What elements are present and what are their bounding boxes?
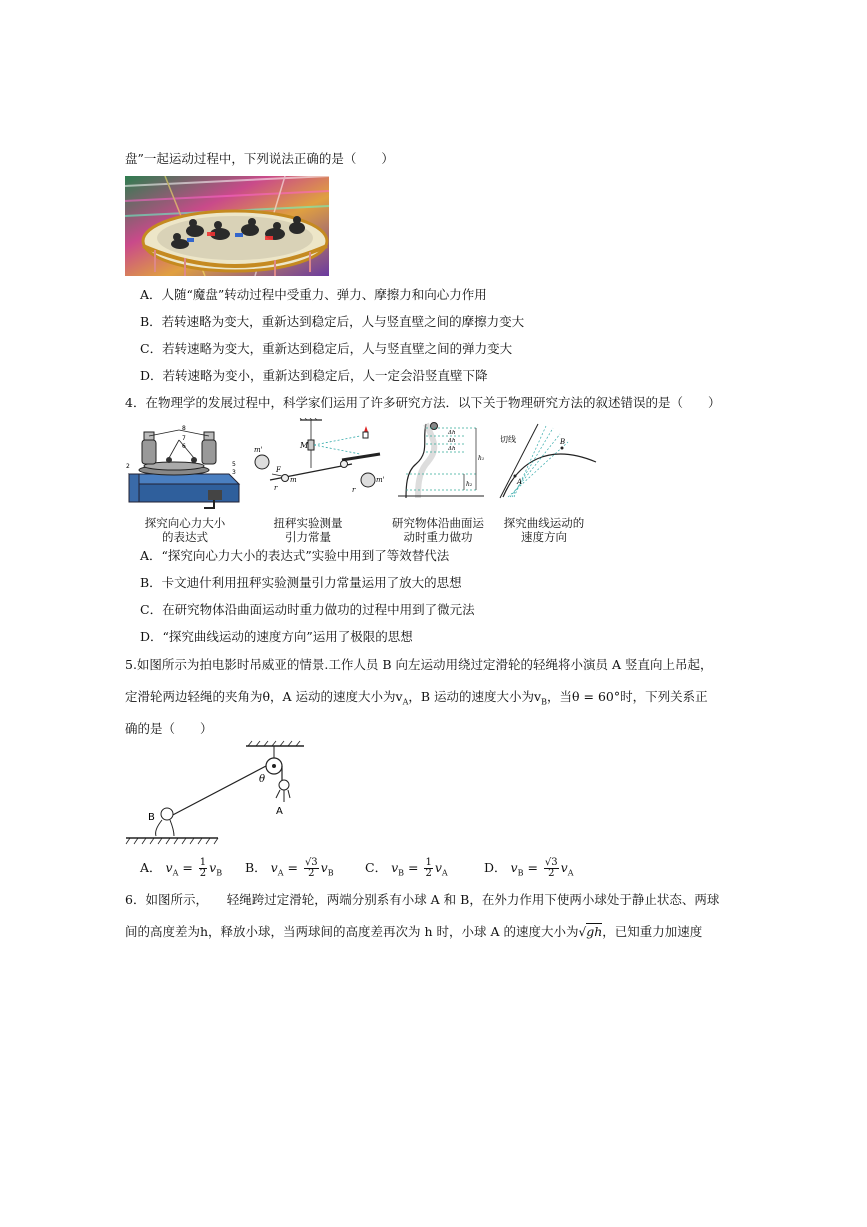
q5-option-d-sub2: A	[567, 868, 574, 878]
torsion-balance-figure	[252, 418, 384, 498]
q5-stem-line-2	[125, 689, 708, 711]
caption-2-line-2: 引力常量	[285, 530, 331, 544]
q5-option-d-sub: B	[517, 868, 524, 878]
q3-option-d: D．若转速略为变小，重新达到稳定后，人一定会沿竖直壁下降	[140, 368, 488, 383]
q5-option-d-den: 2	[548, 868, 555, 879]
label-h2: h₂	[466, 481, 473, 488]
caption-3-line-2: 动时重力做功	[403, 530, 473, 544]
label-m-big: M	[300, 441, 309, 450]
caption-2	[258, 516, 358, 544]
q5-option-b-sub2: B	[327, 868, 334, 878]
caption-4-line-1: 探究曲线运动的	[503, 516, 585, 530]
label-h1: h₁	[478, 455, 485, 462]
q5-option-a-v2: v	[209, 860, 217, 875]
q5-option-a-label: A．	[140, 860, 162, 875]
magic-disc-photo	[125, 176, 329, 276]
q5-option-b-label: B．	[245, 860, 267, 875]
q5-option-b-v: v	[270, 860, 278, 875]
svg-text:3: 3	[232, 469, 236, 476]
label-m-small: m	[290, 476, 297, 484]
q5-option-c-sub: B	[398, 868, 405, 878]
svg-text:2: 2	[126, 463, 130, 470]
q5-option-d-num: √3	[544, 857, 558, 868]
q5-option-d	[484, 858, 573, 882]
q5-stem-line-1: 5.如图所示为拍电影时吊威亚的情景.工作人员 B 向左运动用绕过定滑轮的轻绳将小演员 A 竖直向上吊起，	[125, 657, 713, 672]
q5-option-c-sub2: A	[441, 868, 448, 878]
svg-text:6: 6	[182, 443, 186, 450]
q5-option-a-v: v	[165, 860, 173, 875]
caption-3	[386, 516, 490, 544]
svg-text:8: 8	[182, 425, 186, 432]
q3-stem-tail: 盘”一起运动过程中，下列说法正确的是（ ）	[125, 151, 394, 166]
q5-option-a-sub2: B	[216, 868, 223, 878]
q5-option-a-num: 1	[199, 857, 207, 868]
q6-line-2	[125, 924, 702, 940]
q4-option-a: A．“探究向心力大小的表达式”实验中用到了等效替代法	[140, 548, 450, 563]
caption-3-line-1: 研究物体沿曲面运	[392, 516, 484, 530]
q5-sub-b: B	[541, 697, 547, 707]
q5-option-c-v: v	[391, 860, 399, 875]
label-r-right: r	[352, 486, 356, 494]
svg-text:5: 5	[232, 461, 236, 468]
caption-1-line-2: 的表达式	[162, 530, 208, 544]
q5-option-a-eq: =	[178, 860, 197, 875]
q5-option-b	[245, 858, 334, 882]
label-r-left: r	[274, 484, 278, 492]
q4-option-d: D．“探究曲线运动的速度方向”运用了极限的思想	[140, 629, 413, 644]
caption-1	[136, 516, 234, 544]
q5-option-d-eq: =	[523, 860, 542, 875]
label-tangent: 切线	[500, 435, 516, 444]
caption-2-line-1: 扭秤实验测量	[273, 516, 343, 530]
pulley-figure	[124, 740, 324, 846]
q5-option-d-v2: v	[560, 860, 568, 875]
label-theta: θ	[259, 774, 266, 785]
q5-option-c-frac	[424, 858, 432, 879]
label-b: B	[148, 812, 155, 823]
svg-text:7: 7	[182, 435, 186, 442]
q5-option-c-eq: =	[404, 860, 423, 875]
label-m-prime-left: m'	[254, 446, 263, 454]
q5-option-c-v2: v	[434, 860, 442, 875]
q5-option-a	[140, 858, 222, 882]
q5-option-c-label: C．	[365, 860, 388, 875]
centripetal-apparatus-figure	[124, 422, 242, 512]
label-point-a: A	[517, 478, 523, 486]
label-a: A	[276, 806, 283, 817]
caption-4	[494, 516, 594, 544]
q5-stem-part-2: ，B 运动的速度大小为v	[408, 689, 542, 704]
q5-option-a-sub: A	[172, 868, 179, 878]
q5-option-b-num: √3	[304, 857, 318, 868]
q5-option-d-label: D．	[484, 860, 507, 875]
q6-line-2-text: 间的高度差为h，释放小球，当两球间的高度差再次为 h 时，小球 A 的速度大小为	[125, 924, 579, 939]
caption-1-line-1: 探究向心力大小	[144, 516, 226, 530]
q5-option-b-den: 2	[308, 868, 315, 879]
q4-option-b: B．卡文迪什利用扭秤实验测量引力常量运用了放大的思想	[140, 575, 462, 590]
label-dh3: Δh	[448, 446, 456, 452]
q3-option-c: C．若转速略为变大，重新达到稳定后，人与竖直壁之间的弹力变大	[140, 341, 513, 356]
q5-option-c	[365, 858, 448, 882]
label-f: F	[276, 466, 281, 474]
sqrt-symbol: √	[578, 925, 587, 939]
q4-option-c: C．在研究物体沿曲面运动时重力做功的过程中用到了微元法	[140, 602, 475, 617]
q5-stem-line-3: 确的是（ ）	[125, 721, 213, 736]
q5-option-d-frac	[544, 858, 559, 879]
q6-line-2-tail: ，已知重力加速度	[602, 924, 703, 939]
q5-option-b-sub: A	[277, 868, 284, 878]
curved-surface-figure	[396, 420, 486, 500]
label-dh1: Δh	[448, 430, 456, 436]
q5-option-a-den: 2	[199, 868, 207, 879]
q5-option-c-den: 2	[425, 868, 432, 879]
caption-4-line-2: 速度方向	[521, 530, 567, 544]
q5-sub-a: A	[402, 697, 409, 707]
q4-stem: 4．在物理学的发展过程中，科学家们运用了许多研究方法．以下关于物理研究方法的叙述错误的是（ ）	[125, 395, 721, 410]
q5-option-a-frac	[199, 858, 207, 879]
q5-option-b-v2: v	[320, 860, 328, 875]
q5-option-c-num: 1	[425, 857, 432, 868]
q5-stem-part-3: ，当θ = 60°时，下列关系正	[547, 689, 708, 704]
q5-option-d-v: v	[510, 860, 518, 875]
q5-option-b-frac	[304, 858, 319, 879]
curve-tangent-figure	[498, 422, 598, 502]
sqrt-gh: gh	[586, 924, 603, 939]
q6-line-1: 6．如图所示， 轻绳跨过定滑轮，两端分别系有小球 A 和 B，在外力作用下使两小球处于静止状态、两球	[125, 892, 720, 907]
q5-option-b-eq: =	[283, 860, 302, 875]
q3-option-a: A．人随“魔盘”转动过程中受重力、弹力、摩擦力和向心力作用	[140, 287, 487, 302]
q5-stem-part-1: 定滑轮两边轻绳的夹角为θ，A 运动的速度大小为v	[125, 689, 403, 704]
label-dh2: Δh	[448, 438, 456, 444]
label-point-b: B	[560, 438, 566, 446]
q3-option-b: B．若转速略为变大，重新达到稳定后，人与竖直壁之间的摩擦力变大	[140, 314, 525, 329]
label-m-prime-right: m'	[376, 476, 384, 484]
